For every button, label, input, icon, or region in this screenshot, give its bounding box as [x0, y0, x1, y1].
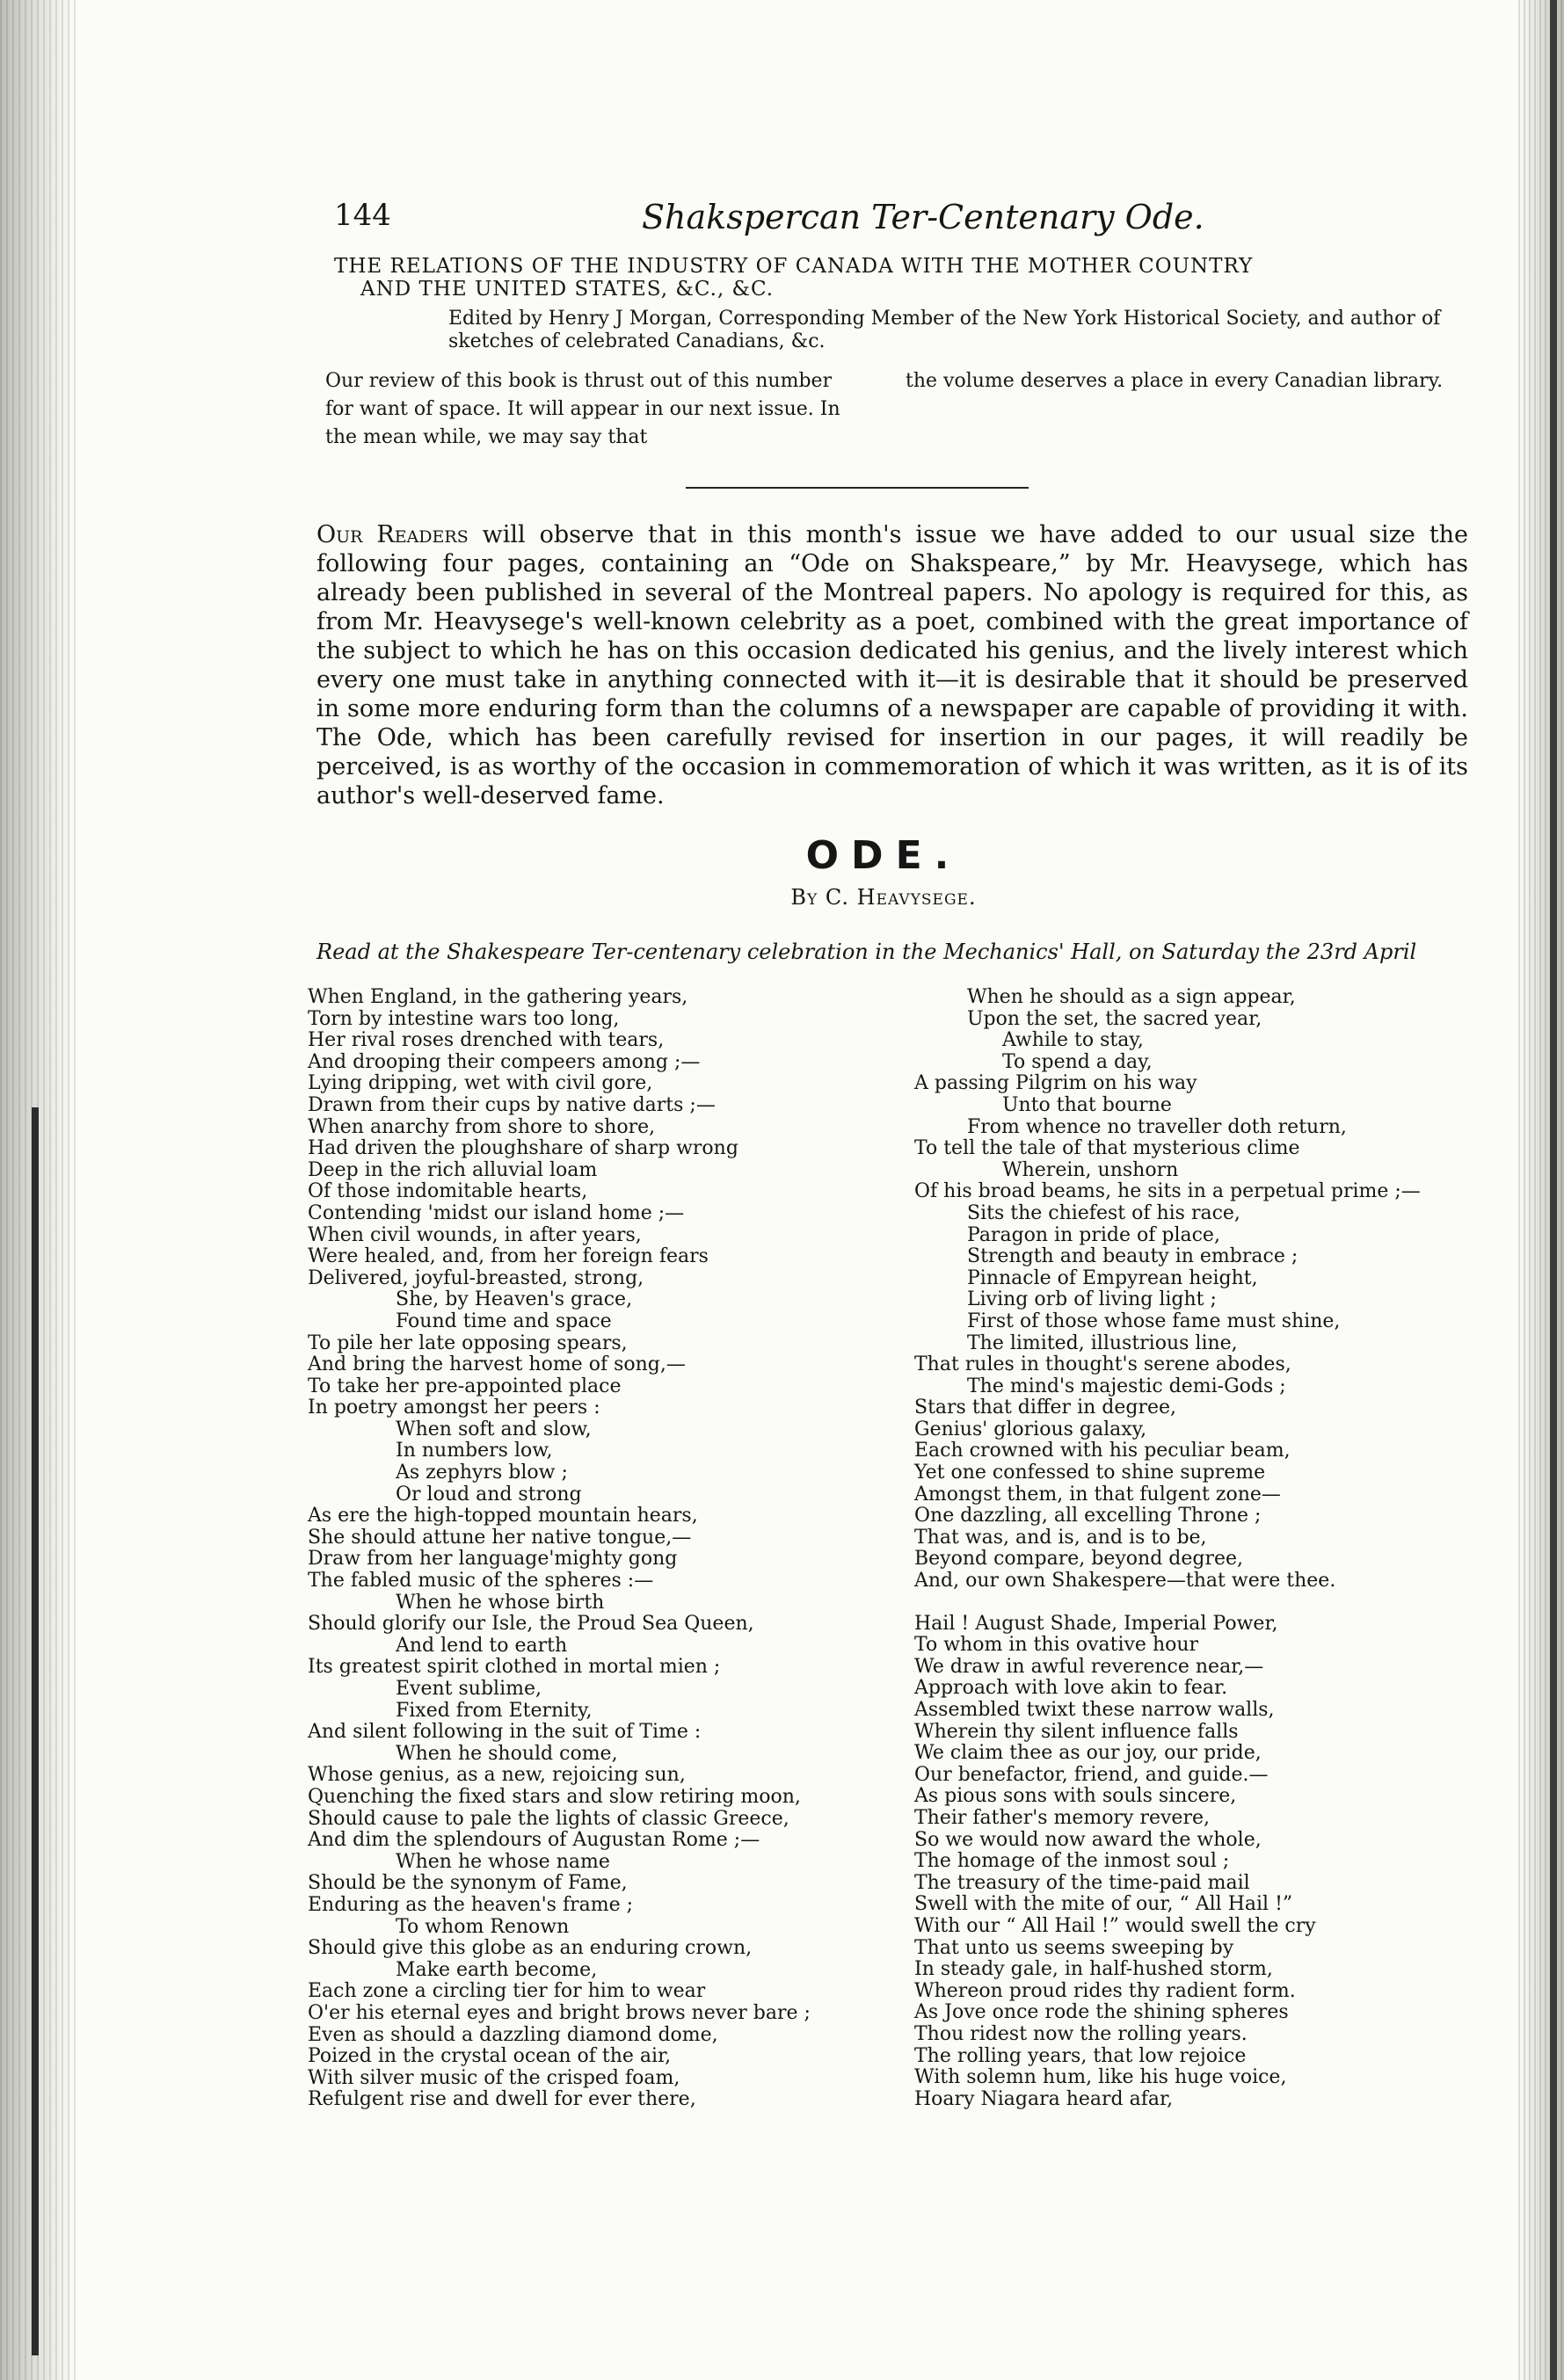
poem-line: When civil wounds, in after years,	[308, 1223, 642, 1246]
poem-line: And dim the splendours of Augustan Rome ;—	[308, 1829, 760, 1852]
poem-line: We draw in awful reverence near,—	[914, 1655, 1264, 1678]
poem-line: She should attune her native tongue,—	[308, 1526, 692, 1549]
poem-line: When soft and slow,	[396, 1418, 592, 1440]
poem-line: First of those whose fame must shine,	[967, 1310, 1341, 1332]
poem-line: Had driven the ploughshare of sharp wrong	[308, 1137, 738, 1160]
poem-line: That unto us seems sweeping by	[914, 1936, 1234, 1959]
poem-line: To whom Renown	[396, 1915, 570, 1938]
poem-line: As zephyrs blow ;	[396, 1462, 568, 1484]
poem-line: Amongst them, in that fulgent zone—	[914, 1483, 1281, 1506]
poem-line: From whence no traveller doth return,	[967, 1115, 1347, 1138]
poem-line: Unto that bourne	[1002, 1093, 1172, 1116]
poem-line: Or loud and strong	[396, 1483, 582, 1506]
poem-line: She, by Heaven's grace,	[396, 1288, 633, 1311]
poem-line: Found time and space	[396, 1310, 612, 1332]
ode-title: ODE.	[805, 833, 962, 878]
editorial-note	[316, 520, 1468, 810]
poem-line: Even as should a dazzling diamond dome,	[308, 2023, 718, 2046]
poem-line: Were healed, and, from her foreign fears	[308, 1245, 709, 1268]
poem-line: Poized in the crystal ocean of the air,	[308, 2045, 672, 2068]
review-note-left: Our review of this book is thrust out of this number for want of space. It will appear in our next issue. In the mean while, we may say that	[325, 370, 840, 448]
poem-line: Drawn from their cups by native darts ;—	[308, 1093, 716, 1116]
poem-line: Should give this globe as an enduring crown,	[308, 1937, 753, 1960]
ode-occasion: Read at the Shakespeare Ter-centenary celebration in the Mechanics' Hall, on Saturday the 23rd April	[316, 940, 1417, 964]
poem-line: Wherein, unshorn	[1002, 1158, 1179, 1181]
poem-line: And, our own Shakespere—that were thee.	[914, 1570, 1336, 1593]
running-head	[299, 193, 1468, 255]
poem-line: One dazzling, all excelling Throne ;	[914, 1505, 1262, 1527]
scan-right-border-rule	[1550, 0, 1557, 2380]
poem-line: Each crowned with his peculiar beam,	[914, 1440, 1291, 1462]
page	[299, 193, 1468, 2111]
poem-line: That rules in thought's serene abodes,	[914, 1353, 1291, 1376]
scan-left-edge	[0, 0, 77, 2380]
review-heading-line2: AND THE UNITED STATES, &C., &C.	[360, 278, 775, 301]
poem-line: When he should as a sign appear,	[967, 986, 1296, 1008]
poem-line: In numbers low,	[396, 1440, 553, 1462]
poem-line: Draw from her language'mighty gong	[308, 1548, 678, 1571]
poem-line: A passing Pilgrim on his way	[914, 1072, 1197, 1095]
scan-left-border-rule	[32, 1107, 39, 2355]
poem-line: Its greatest spirit clothed in mortal mien ;	[308, 1656, 721, 1679]
poem-line: With our “ All Hail !” would swell the cry	[914, 1914, 1316, 1937]
poem-line: Whose genius, as a new, rejoicing sun,	[308, 1764, 686, 1787]
review-note-right: the volume deserves a place in every Canadian library.	[906, 370, 1444, 392]
poem	[299, 987, 1468, 2111]
poem-line: Whereon proud rides thy radient form.	[914, 1979, 1296, 2002]
poem-line: With silver music of the crisped foam,	[308, 2066, 680, 2089]
poem-line: Our benefactor, friend, and guide.—	[914, 1763, 1269, 1786]
poem-line: When he should come,	[396, 1742, 618, 1765]
poem-line: Thou ridest now the rolling years.	[914, 2022, 1248, 2045]
review-edited-by: Edited by Henry J Morgan, Corresponding Member of the New York Historical Society, and author of sketches of celebrated Canadians, &c.	[448, 308, 1441, 352]
poem-line: And drooping their compeers among ;—	[308, 1050, 701, 1073]
poem-line: When England, in the gathering years,	[308, 986, 688, 1008]
poem-line: In steady gale, in half-hushed storm,	[914, 1958, 1273, 1981]
poem-line: Quenching the fixed stars and slow retiring moon,	[308, 1785, 801, 1808]
poem-line: The limited, illustrious line,	[967, 1331, 1238, 1354]
poem-line: The mind's majestic demi-Gods ;	[967, 1375, 1286, 1397]
poem-line: Delivered, joyful-breasted, strong,	[308, 1266, 644, 1289]
poem-line: Beyond compare, beyond degree,	[914, 1548, 1244, 1571]
poem-line: Living orb of living light ;	[967, 1288, 1217, 1311]
poem-line: Fixed from Eternity,	[396, 1699, 593, 1722]
poem-line: As pious sons with souls sincere,	[914, 1785, 1237, 1808]
poem-line: Awhile to stay,	[1002, 1029, 1144, 1052]
section-divider	[686, 487, 1029, 489]
poem-line: Paragon in pride of place,	[967, 1223, 1220, 1246]
poem-line: Make earth become,	[396, 1958, 598, 1981]
poem-line: And bring the harvest home of song,—	[308, 1353, 686, 1376]
poem-line: Event sublime,	[396, 1678, 542, 1700]
running-title: Shakspercan Ter-Centenary Ode.	[642, 198, 1204, 236]
poem-line: Stars that differ in degree,	[914, 1397, 1176, 1419]
poem-line: As ere the high-topped mountain hears,	[308, 1505, 698, 1527]
poem-line: Their father's memory revere,	[914, 1806, 1210, 1829]
poem-line: Hail ! August Shade, Imperial Power,	[914, 1612, 1278, 1635]
poem-line: Of those indomitable hearts,	[308, 1180, 588, 1203]
poem-line: Of his broad beams, he sits in a perpetual prime ;—	[914, 1180, 1421, 1203]
review-heading-line1: THE RELATIONS OF THE INDUSTRY OF CANADA WITH THE MOTHER COUNTRY	[334, 255, 1254, 278]
poem-line: And silent following in the suit of Time :	[308, 1721, 702, 1744]
poem-line: Enduring as the heaven's frame ;	[308, 1893, 634, 1916]
poem-line: Yet one confessed to shine supreme	[914, 1462, 1266, 1484]
stanza-break	[914, 1593, 1468, 1614]
poem-line: With solemn hum, like his huge voice,	[914, 2066, 1287, 2089]
poem-line: Sits the chiefest of his race,	[967, 1201, 1240, 1224]
poem-line: In poetry amongst her peers :	[308, 1397, 600, 1419]
review-note	[299, 367, 1468, 452]
poem-line: The homage of the inmost soul ;	[914, 1850, 1230, 1873]
poem-line: When he whose birth	[396, 1591, 605, 1614]
poem-line: Swell with the mite of our, “ All Hail !”	[914, 1893, 1293, 1916]
poem-line: Should cause to pale the lights of classic Greece,	[308, 1807, 789, 1830]
poem-line: The fabled music of the spheres :—	[308, 1570, 654, 1593]
poem-line: To whom in this ovative hour	[914, 1634, 1199, 1657]
poem-line: Assembled twixt these narrow walls,	[914, 1699, 1275, 1721]
poem-line: Refulgent rise and dwell for ever there,	[308, 2088, 696, 2111]
poem-line: When he whose name	[396, 1850, 610, 1873]
poem-line: Hoary Niagara heard afar,	[914, 2087, 1174, 2110]
page-number: 144	[334, 198, 391, 233]
editorial-lead: Our Readers	[316, 521, 469, 548]
poem-line: When anarchy from shore to shore,	[308, 1115, 656, 1138]
poem-line: The rolling years, that low rejoice	[914, 2044, 1247, 2067]
poem-line: Pinnacle of Empyrean height,	[967, 1266, 1258, 1289]
poem-line: Contending 'midst our island home ;—	[308, 1201, 685, 1224]
poem-line: So we would now award the whole,	[914, 1828, 1262, 1851]
poem-line: To spend a day,	[1002, 1050, 1153, 1073]
poem-line: O'er his eternal eyes and bright brows never bare ;	[308, 2001, 811, 2024]
review-notice	[299, 255, 1468, 452]
poem-line: Wherein thy silent influence falls	[914, 1720, 1239, 1743]
ode-byline: By C. Heavysege.	[790, 885, 977, 910]
poem-line: Her rival roses drenched with tears,	[308, 1029, 665, 1052]
poem-line: Should be the synonym of Fame,	[308, 1872, 628, 1895]
poem-line: And lend to earth	[396, 1634, 568, 1657]
poem-line: As Jove once rode the shining spheres	[914, 2001, 1289, 2024]
poem-line: Torn by intestine wars too long,	[308, 1007, 620, 1030]
poem-line: Lying dripping, wet with civil gore,	[308, 1072, 653, 1095]
poem-line: Upon the set, the sacred year,	[967, 1007, 1262, 1030]
poem-line: That was, and is, and is to be,	[914, 1526, 1207, 1549]
poem-line: We claim thee as our joy, our pride,	[914, 1742, 1262, 1765]
scan-right-edge	[1518, 0, 1564, 2380]
poem-line: To tell the tale of that mysterious clime	[914, 1137, 1300, 1160]
poem-line: Should glorify our Isle, the Proud Sea Queen,	[308, 1613, 754, 1636]
poem-line: Deep in the rich alluvial loam	[308, 1158, 598, 1181]
poem-line: Genius' glorious galaxy,	[914, 1418, 1147, 1440]
poem-line: Each zone a circling tier for him to wear	[308, 1980, 706, 2003]
review-heading	[299, 255, 1468, 301]
poem-right-column	[914, 987, 1468, 2111]
poem-line: To pile her late opposing spears,	[308, 1331, 628, 1354]
poem-left-column	[308, 987, 862, 2111]
poem-line: Approach with love akin to fear.	[914, 1677, 1228, 1700]
poem-line: To take her pre-appointed place	[308, 1375, 622, 1397]
editorial-text: will observe that in this month's issue we have added to our usual size the following four pages, containing an “Ode on Shakspeare,” by Mr. Heavysege, which has already been published in several of the Montreal papers. No apology is required for this, as from Mr. Heavysege's well-known celebrity as a poet, combined with the great importance of the subject to which he has on this occasion dedicated his genius, and the lively interest which every one must take in anything connected with it—it is desirable that it should be preserved in some more enduring form than the columns of a newspaper are capable of providing it with. The Ode, which has been carefully revised for insertion in our pages, it will readily be perceived, is as worthy of the occasion in commemoration of which it was written, as it is of its author's well-deserved fame.	[316, 521, 1468, 809]
poem-line: Strength and beauty in embrace ;	[967, 1245, 1298, 1268]
poem-line: The treasury of the time-paid mail	[914, 1871, 1250, 1894]
